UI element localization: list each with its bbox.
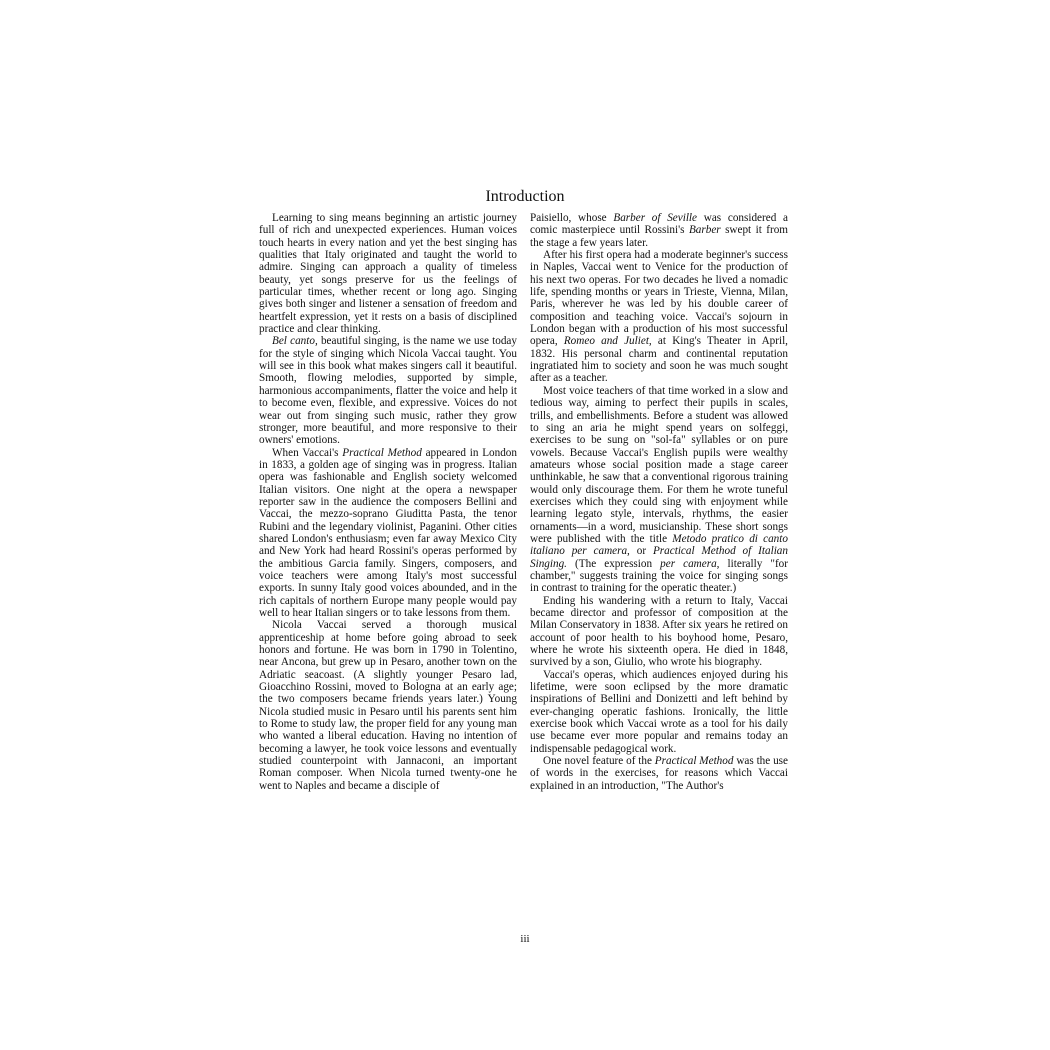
italic-text: Metodo pratico di canto italiano per camera,	[530, 532, 788, 558]
text-run: was considered a comic masterpiece until Rossini's	[530, 212, 788, 237]
italic-text: Practical Method of Italian Singing.	[530, 545, 788, 570]
italic-text: Barber of Seville	[613, 212, 698, 224]
paragraph	[530, 385, 788, 595]
page-number: iii	[520, 933, 530, 945]
text-run: beautiful singing, is the name we use today for the style of singing which Nicola Vaccai taught. You will see in this book what makes singers call it beautiful. Smooth, flowing melodies, supported by simple, harmonious accompaniments, flatter the voice and help it to become even, flexible, and expressive. Voices do not wear out from singing such music, rather they grow stronger, more beautiful, and more responsive to their owners' emotions.	[259, 335, 517, 447]
paragraph	[259, 447, 517, 620]
paragraph: Learning to sing means beginning an artistic journey full of rich and unexpected experiences. Human voices touch hearts in every nation and yet the best singing has qualities that Italy originated and taught the world to admire. Singing can approach a quality of timeless beauty, yet songs preserve for us the feelings of particular times, whether recent or long ago. Singing gives both singer and listener a sensation of freedom and heartfelt expression, yet it rests on a basis of disciplined practice and clear thinking.	[259, 212, 517, 336]
text-run: When Vaccai's	[272, 446, 343, 459]
paragraph: Nicola Vaccai served a thorough musical apprenticeship at home before going abroad to seek honors and fortune. He was born in 1790 in Tolentino, near Ancona, but grew up in Pesaro, another town on the Adriatic seacoast. (A slightly younger Pesaro lad, Gioacchino Rossini, moved to Bologna at an early age; the two composers became friends years later.) Young Nicola studied music in Pesaro until his parents sent him to Rome to study law, the proper field for any young man who wanted a liberal education. Having no intention of becoming a lawyer, he took voice lessons and eventually studied counterpoint with Jannaconi, an important Roman composer. When Nicola turned twenty-one he went to Naples and became a disciple of	[259, 619, 517, 792]
italic-text: Bel canto,	[272, 335, 318, 348]
italic-text: Romeo and Juliet,	[563, 335, 652, 348]
paragraph	[530, 755, 788, 792]
italic-text: Practical Method	[654, 755, 734, 768]
text-run: appeared in London in 1833, a golden age of singing was in progress. Italian opera was fashionable and English society welcomed Italian visitors. One night at the opera a newspaper reporter saw in the audience the composers Bellini and Vaccai, the mezzo-soprano Giuditta Pasta, the tenor Rubini and the legendary violinist, Paganini. Other cities shared London's enthusiasm; even far away Mexico City and New York had heard Rossini's operas performed by the ambitious Garcia family. Singers, composers, and voice teachers were among Italy's most successful exports. In sunny Italy good voices abounded, and in the rich capitals of northern Europe many people would pay well to hear Italian singers or to take lessons from them.	[259, 446, 517, 619]
italic-text: Barber	[688, 224, 721, 237]
text-run: (The expression	[566, 557, 661, 570]
paragraph	[259, 335, 517, 446]
italic-text: Practical Method	[342, 446, 422, 459]
text-run: at King's Theater in April, 1832. His personal charm and continental reputation ingratiated him to society and soon he was much sought after as a teacher.	[530, 335, 788, 385]
right-column	[530, 212, 788, 792]
text-run: Paisiello, whose	[530, 212, 614, 224]
text-run: One novel feature of the	[543, 755, 655, 768]
text-run: literally "for chamber," suggests training the voice for singing songs in contrast to training for the operatic theater.)	[530, 557, 788, 595]
text-run: or	[629, 545, 653, 558]
text-run: swept it from the stage a few years later.	[530, 224, 788, 249]
text-run: Most voice teachers of that time worked in a slow and tedious way, aiming to perfect their pupils in scales, trills, and embellishments. Before a student was allowed to sing an aria he might spend years on solfeggi, exercises to be sung on "sol-fa" syllables or on pure vowels. Because Vaccai's English pupils were wealthy amateurs whose social position made a stage career unthinkable, he saw that a conventional rigorous training would only discourage them. For them he wrote tuneful exercises which they could sing with enjoyment while learning legato style, intervals, rhythms, the easier ornaments—in a word, musicianship. These short songs were published with the title	[530, 384, 788, 545]
text-run: was the use of words in the exercises, for reasons which Vaccai explained in an introduction, "The Author's	[530, 755, 789, 792]
paragraph	[530, 249, 788, 385]
text-run: After his first opera had a moderate beginner's success in Naples, Vaccai went to Venice for the production of his next two operas. For two decades he lived a nomadic life, spending months or years in Trieste, Vienna, Milan, Paris, wherever he was led by his double career of composition and teaching voice. Vaccai's sojourn in London began with a production of his most successful opera,	[530, 249, 788, 348]
paragraph: Ending his wandering with a return to Italy, Vaccai became director and professor of composition at the Milan Conservatory in 1838. After six years he retired on account of poor health to his boyhood home, Pesaro, where he wrote his sixteenth opera. He died in 1848, survived by a son, Giulio, who wrote his biography.	[530, 594, 788, 669]
paragraph: Vaccai's operas, which audiences enjoyed during his lifetime, were soon eclipsed by the more dramatic inspirations of Bellini and Donizetti and left behind by ever-changing operatic fashions. Ironically, the little exercise book which Vaccai wrote as a tool for his daily use became ever more popular and remains today an indispensable pedagogical work.	[530, 668, 788, 755]
page-title: Introduction	[485, 188, 565, 205]
left-column	[259, 212, 517, 792]
italic-text: per camera,	[660, 557, 720, 570]
paragraph	[530, 212, 788, 249]
